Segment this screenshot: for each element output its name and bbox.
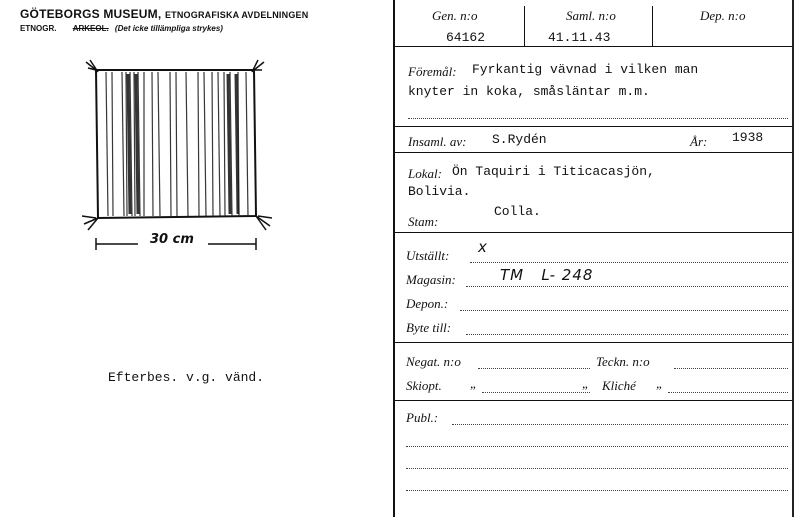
- card-right-border: [792, 0, 794, 517]
- byte-dotline: [466, 334, 788, 335]
- foremal-line2: knyter in koka, småsläntar m.m.: [408, 84, 650, 99]
- magasin-value: TM L- 248: [500, 266, 594, 284]
- rule-top: [394, 46, 792, 47]
- gen-label: Gen. n:o: [432, 8, 478, 23]
- lokal-label: Lokal:: [408, 166, 442, 181]
- rule-3: [394, 232, 792, 233]
- saml-value: 41.11.43: [548, 30, 611, 45]
- skiopt-label: Skiopt.: [406, 378, 442, 393]
- ar-value: 1938: [732, 130, 764, 145]
- publ-dotline-3: [406, 468, 788, 469]
- depon-label: Depon.:: [406, 296, 449, 311]
- publ-dotline-1: [452, 424, 788, 425]
- museum-header: [20, 7, 308, 21]
- utstallt-value: x: [478, 238, 488, 256]
- etnogr-label: ETNOGR.: [20, 24, 57, 33]
- left-note: Efterbes. v.g. vänd.: [108, 370, 265, 385]
- rule-5: [394, 400, 792, 401]
- magasin-dotline: [466, 286, 788, 287]
- section-line: [20, 24, 223, 33]
- publ-dotline-4: [406, 490, 788, 491]
- foremal-line1: Fyrkantig vävnad i vilken man: [472, 62, 699, 77]
- utstallt-dotline: [470, 262, 788, 263]
- kliche-label: Kliché: [602, 378, 636, 393]
- saml-label: Saml. n:o: [566, 8, 616, 23]
- textile-drawing: [78, 58, 278, 258]
- foremal-dotline: [408, 118, 788, 119]
- teckn-dotline: [674, 368, 788, 369]
- strike-note: (Det icke tillämpliga strykes): [114, 24, 223, 33]
- rule-2: [394, 152, 792, 153]
- publ-dotline-2: [406, 446, 788, 447]
- utstallt-label: Utställt:: [406, 248, 450, 263]
- top-divider-2: [652, 6, 653, 46]
- foremal-label: Föremål:: [408, 64, 457, 79]
- ar-label: År:: [690, 134, 708, 149]
- insaml-label: Insaml. av:: [408, 134, 467, 149]
- card-left-border: [393, 0, 395, 517]
- skiopt-dotline: [482, 392, 590, 393]
- kliche-dotline: [668, 392, 788, 393]
- stam-value: Colla.: [494, 204, 541, 219]
- lokal-line2: Bolivia.: [408, 184, 471, 199]
- magasin-label: Magasin:: [406, 272, 456, 287]
- top-divider-1: [524, 6, 525, 46]
- stam-label: Stam:: [408, 214, 439, 229]
- kliche-ditto: „: [656, 376, 664, 391]
- rule-4: [394, 342, 792, 343]
- skiopt-ditto-2: „: [582, 376, 590, 391]
- rule-1: [394, 126, 792, 127]
- byte-label: Byte till:: [406, 320, 452, 335]
- gen-value: 64162: [446, 30, 486, 45]
- museum-name: GÖTEBORGS MUSEUM,: [20, 7, 162, 21]
- teckn-label: Teckn. n:o: [596, 354, 650, 369]
- lokal-line1: Ön Taquiri i Titicacasjön,: [452, 164, 655, 179]
- skiopt-ditto: „: [470, 376, 478, 391]
- department-name: ETNOGRAFISKA AVDELNINGEN: [164, 10, 309, 20]
- insaml-value: S.Rydén: [492, 132, 547, 147]
- negat-dotline: [478, 368, 590, 369]
- dep-label: Dep. n:o: [700, 8, 746, 23]
- negat-label: Negat. n:o: [406, 354, 461, 369]
- arkeol-struck-label: ARKEOL.: [72, 24, 109, 33]
- publ-label: Publ.:: [406, 410, 439, 425]
- scale-label: 30 cm: [150, 232, 194, 247]
- textile-sketch: [78, 58, 278, 263]
- depon-dotline: [460, 310, 788, 311]
